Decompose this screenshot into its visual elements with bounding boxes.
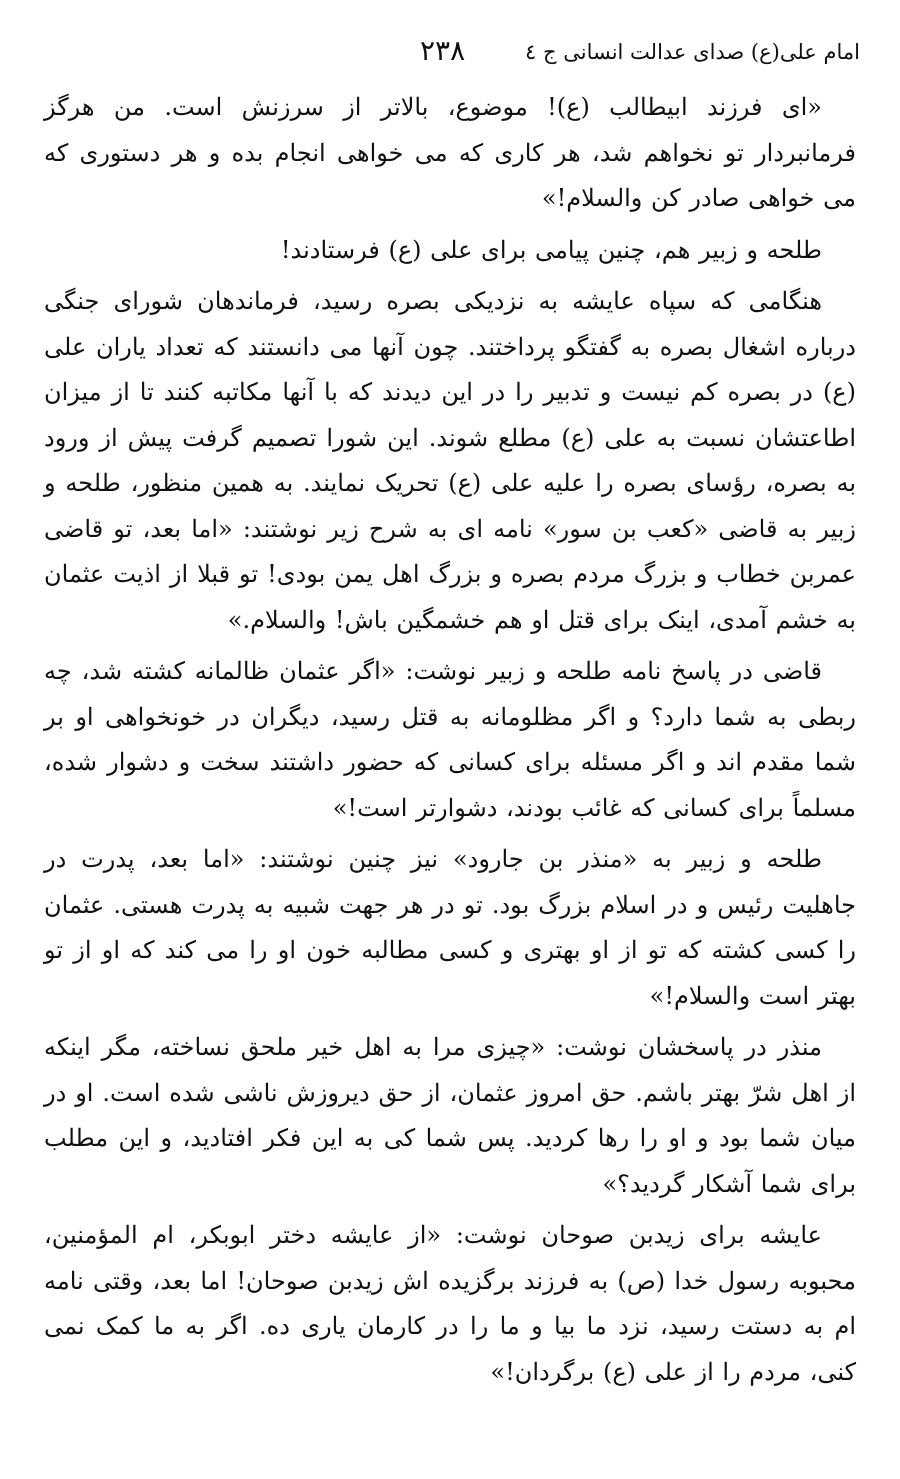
paragraph: قاضی در پاسخ نامه طلحه و زبیر نوشت: «اگر عثمان ظالمانه کشته شد، چه ربطی به شما دارد؟ و اگر مظلومانه به قتل رسید، دیگران در خونخواهی او بر شما مقدم اند و اگر مسئله برای کسانی که حضور داشتند سخت و دشوار شده، مسلماً برای کسانی که غائب بودند، دشوارتر است!» xyxy=(44,657,856,822)
paragraph: طلحه و زبیر هم، چنین پیامی برای علی (ع) فرستادند! xyxy=(280,235,822,264)
paragraph: منذر در پاسخشان نوشت: «چیزی مرا به اهل خیر ملحق نساخته، مگر اینکه از اهل شرّ بهتر باشم. حق امروز عثمان، از حق دیروزش ناشی شده است. او در میان شما بود و او را رها کردید. پس شما کی به این فکر افتادید، و این مطلب برای شما آشکار گردید؟» xyxy=(44,1033,856,1198)
paragraph: هنگامی که سپاه عایشه به نزدیکی بصره رسید، فرماندهان شورای جنگی درباره اشغال بصره به گفتگو پرداختند. چون آنها می دانستند که تعداد یاران علی (ع) در بصره کم نیست و تدبیر را در این دیدند که با آنها مکاتبه کنند تا از میزان اطاعتشان نسبت به علی (ع) مطلع شوند. این شورا تصمیم گرفت پیش از ورود به بصره، رؤسای بصره را علیه علی (ع) تحریک نمایند. به همین منظور، طلحه و زبیر به قاضی «کعب بن سور» نامه ای به شرح زیر نوشتند: «اما بعد، تو قاضی عمربن خطاب و بزرگ مردم بصره و بزرگ اهل یمن بودی! تو قبلا از اذیت عثمان به خشم آمدی، اینک برای قتل او هم خشمگین باش! والسلام.» xyxy=(44,287,856,634)
body-text xyxy=(44,85,856,1401)
paragraph: عایشه برای زیدبن صوحان نوشت: «از عایشه دختر ابوبکر، ام المؤمنین، محبوبه رسول خدا (ص) به فرزند برگزیده اش زیدبن صوحان! اما بعد، وقتی نامه ام به دستت رسید، نزد ما بیا و ما را در کارمان یاری ده. اگر به ما کمک نمی کنی، مردم را از علی (ع) برگردان!» xyxy=(44,1221,857,1386)
running-header xyxy=(40,36,860,76)
page-number: ٢٣٨ xyxy=(420,34,466,67)
paragraph: طلحه و زبیر به «منذر بن جارود» نیز چنین نوشتند: «اما بعد، پدرت در جاهلیت رئیس و در اسلام بزرگ بود. تو در هر جهت شبیه به پدرت هستی. عثمان را کسی کشته که تو از او بهتری و کسی مطالبه خون او را می کند که او از تو بهتر است والسلام!» xyxy=(44,845,857,1010)
paragraph: «ای فرزند ابیطالب (ع)! موضوع، بالاتر از سرزنش است. من هرگز فرمانبردار تو نخواهم شد، هر کاری که می خواهی انجام بده و هر دستوری که می خواهی صادر کن والسلام!» xyxy=(44,93,856,212)
book-title: امام علی(ع) صدای عدالت انسانی ج ٤ xyxy=(525,40,860,64)
